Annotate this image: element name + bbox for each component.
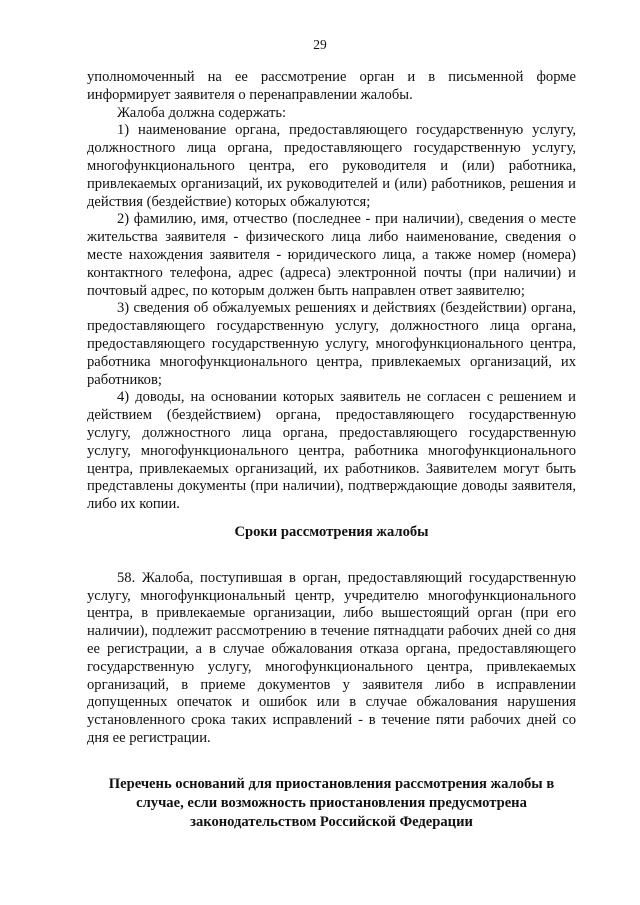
section-heading-suspension-grounds xyxy=(87,775,576,832)
list-item-4: 4) доводы, на основании которых заявитель не согласен с решением и действием (бездействием) органа, предоставляющего государственную услугу, должностного лица органа, предоставляющего государственную услугу, многофункционального центра, работника многофункционального центра, привлекаемых организаций, их работников. Заявителем могут быть представлены документы (при наличии), подтверждающие доводы заявителя, либо их копии. xyxy=(87,389,576,513)
heading-line-3: законодательством Российской Федерации xyxy=(190,813,473,830)
paragraph-continuation: уполномоченный на ее рассмотрение орган и в письменной форме информирует заявителя о перенаправлении жалобы. xyxy=(87,69,576,103)
paragraph-complaint-intro: Жалоба должна содержать: xyxy=(117,104,287,121)
paragraph-58: 58. Жалоба, поступившая в орган, предоставляющий государственную услугу, многофункциональный центр, учредителю многофункционального центра, в привлекаемые организации, либо вышестоящий орган (при его наличии), подлежит рассмотрению в течение пятнадцати рабочих дней со дня ее регистрации, а в случае обжалования отказа органа, предоставляющего государственную услугу, многофункционального центра, привлекаемых организаций, в приеме документов у заявителя либо в исправлении допущенных опечаток и ошибок или в случае обжалования нарушения установленного срока таких исправлений - в течение пяти рабочих дней со дня ее регистрации. xyxy=(87,569,576,746)
heading-line-2: случае, если возможность приостановления предусмотрена xyxy=(136,794,527,811)
section-heading-review-terms: Сроки рассмотрения жалобы xyxy=(234,523,429,540)
list-item-1: 1) наименование органа, предоставляющего государственную услугу, должностного лица органа, предоставляющего государственную услугу, многофункционального центра, его руководителя и (или) работника, привлекаемых организаций, их руководителей и (или) работников, решения и действия (бездействие) которых обжалуются; xyxy=(87,122,576,210)
page-number: 29 xyxy=(313,37,327,52)
document-body xyxy=(87,69,576,832)
heading-line-1: Перечень оснований для приостановления рассмотрения жалобы в xyxy=(108,775,555,792)
list-item-3: 3) сведения об обжалуемых решениях и действиях (бездействии) органа, предоставляющего государственную услугу, должностного лица органа, предоставляющего государственную услугу, многофункционального центра, работника многофункционального центра, привлекаемых организаций, их работников; xyxy=(87,300,576,388)
list-item-2: 2) фамилию, имя, отчество (последнее - при наличии), сведения о месте жительства заявителя - физического лица либо наименование, сведения о месте нахождения заявителя - юридического лица, а также номер (номера) контактного телефона, адрес (адреса) электронной почты (при наличии) и почтовый адрес, по которым должен быть направлен ответ заявителю; xyxy=(87,211,576,299)
